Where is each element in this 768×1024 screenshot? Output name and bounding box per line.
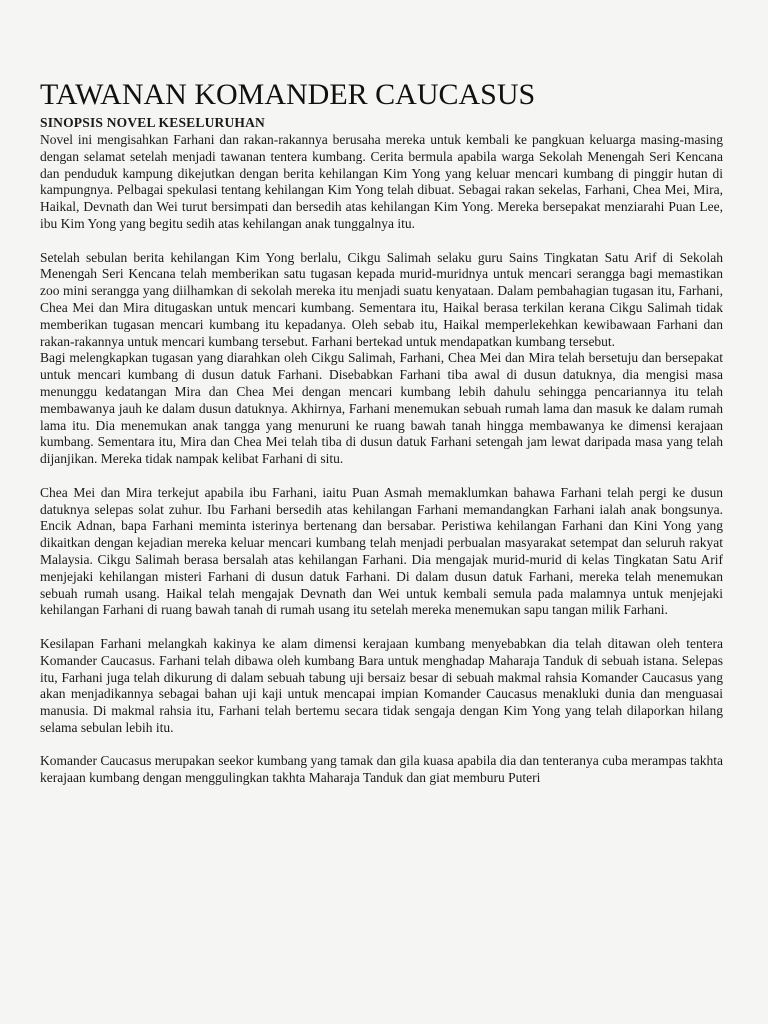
paragraph: Kesilapan Farhani melangkah kakinya ke alam dimensi kerajaan kumbang menyebabkan dia telah ditawan oleh tentera Komander Caucasus. Farhani telah dibawa oleh kumbang Bara untuk menghadap Maharaja Tanduk di sebuah istana. Selepas itu, Farhani juga telah dikurung di dalam sebuah tabung uji bersaiz besar di sebuah makmal rahsia Komander Caucasus yang akan menjadikannya sebagai bahan uji kaji untuk mencapai impian Komander Caucasus menakluki dunia dan menguasai manusia. Di makmal rahsia itu, Farhani telah bertemu secara tidak sengaja dengan Kim Yong yang telah dilaporkan hilang selama sebulan lebih itu. [40,635,723,735]
paragraph: Bagi melengkapkan tugasan yang diarahkan oleh Cikgu Salimah, Farhani, Chea Mei dan Mira telah bersetuju dan bersepakat untuk mencari kumbang di dusun datuk Farhani. Disebabkan Farhani tiba awal di dusun datuknya, dia mengisi masa menunggu kedatangan Mira dan Chea Mei dengan mencari kumbang lebih dahulu sehingga pencariannya itu telah membawanya jauh ke dalam dusun datuknya. Akhirnya, Farhani menemukan sebuah rumah lama dan masuk ke dalam rumah lama itu. Dia menemukan anak tangga yang menuruni ke ruang bawah tanah hingga membawanya ke dimensi kerajaan kumbang. Sementara itu, Mira dan Chea Mei telah tiba di dusun datuk Farhani setengah jam lewat daripada masa yang telah dijanjikan. Mereka tidak nampak kelibat Farhani di situ. [40,350,723,467]
document-subtitle: SINOPSIS NOVEL KESELURUHAN [40,115,266,130]
paragraph: Novel ini mengisahkan Farhani dan rakan-rakannya berusaha mereka untuk kembali ke pangkuan keluarga masing-masing dengan selamat setelah menjadi tawanan tentera kumbang. Cerita bermula apabila warga Sekolah Menengah Seri Kencana dan penduduk kampung dikejutkan dengan berita kehilangan Kim Yong yang keluar mencari kumbang di pinggir hutan di kampungnya. Pelbagai spekulasi tentang kehilangan Kim Yong telah dibuat. Sebagai rakan sekelas, Farhani, Chea Mei, Mira, Haikal, Devnath dan Wei turut bersimpati dan bersedih atas kehilangan Kim Yong. Mereka bersepakat menziarahi Puan Lee, ibu Kim Yong yang begitu sedih atas kehilangan anak tunggalnya itu. [40,132,723,231]
document-body [40,132,723,787]
paragraph: Chea Mei dan Mira terkejut apabila ibu Farhani, iaitu Puan Asmah memaklumkan bahawa Farhani telah pergi ke dusun datuknya selepas solat zuhur. Ibu Farhani bersedih atas kehilangan Farhani memandangkan Farhani ialah anak bongsunya. Encik Adnan, bapa Farhani meminta isterinya bertenang dan bersabar. Peristiwa kehilangan Farhani dan Kini Yong yang dikaitkan dengan kejadian mereka keluar mencari kumbang telah menjadi perbualan masyarakat setempat dan seluruh rakyat Malaysia. Cikgu Salimah berasa bersalah atas kehilangan Farhani. Dia mengajak murid-murid di kelas Tingkatan Satu Arif menjejaki kehilangan misteri Farhani di dusun datuk Farhani. Di dalam dusun datuk Farhani, mereka telah menemukan sebuah rumah usang. Haikal telah mengajak Devnath dan Wei untuk kembali semula pada malamnya untuk menjejaki kehilangan Farhani di ruang bawah tanah di rumah usang itu setelah mereka menemukan sapu tangan milik Farhani. [40,484,723,618]
paragraph: Setelah sebulan berita kehilangan Kim Yong berlalu, Cikgu Salimah selaku guru Sains Tingkatan Satu Arif di Sekolah Menengah Seri Kencana telah memberikan satu tugasan kepada murid-muridnya untuk mencari serangga bagi memastikan zoo mini serangga yang diilhamkan di sekolah mereka itu menjadi suatu kenyataan. Dalam pembahagian tugasan itu, Farhani, Chea Mei dan Mira ditugaskan untuk mencari kumbang. Sementara itu, Haikal berasa terkilan kerana Cikgu Salimah tidak memberikan tugasan mencari kumbang itu kepadanya. Oleh sebab itu, Haikal memperlekehkan kewibawaan Farhani dan rakan-rakannya untuk mencari kumbang tersebut. Farhani bertekad untuk mendapatkan kumbang tersebut. [40,249,723,349]
document-title: TAWANAN KOMANDER CAUCASUS [40,78,536,111]
paragraph: Komander Caucasus merupakan seekor kumbang yang tamak dan gila kuasa apabila dia dan tenteranya cuba merampas takhta kerajaan kumbang dengan menggulingkan takhta Maharaja Tanduk dan giat memburu Puteri [40,753,723,786]
